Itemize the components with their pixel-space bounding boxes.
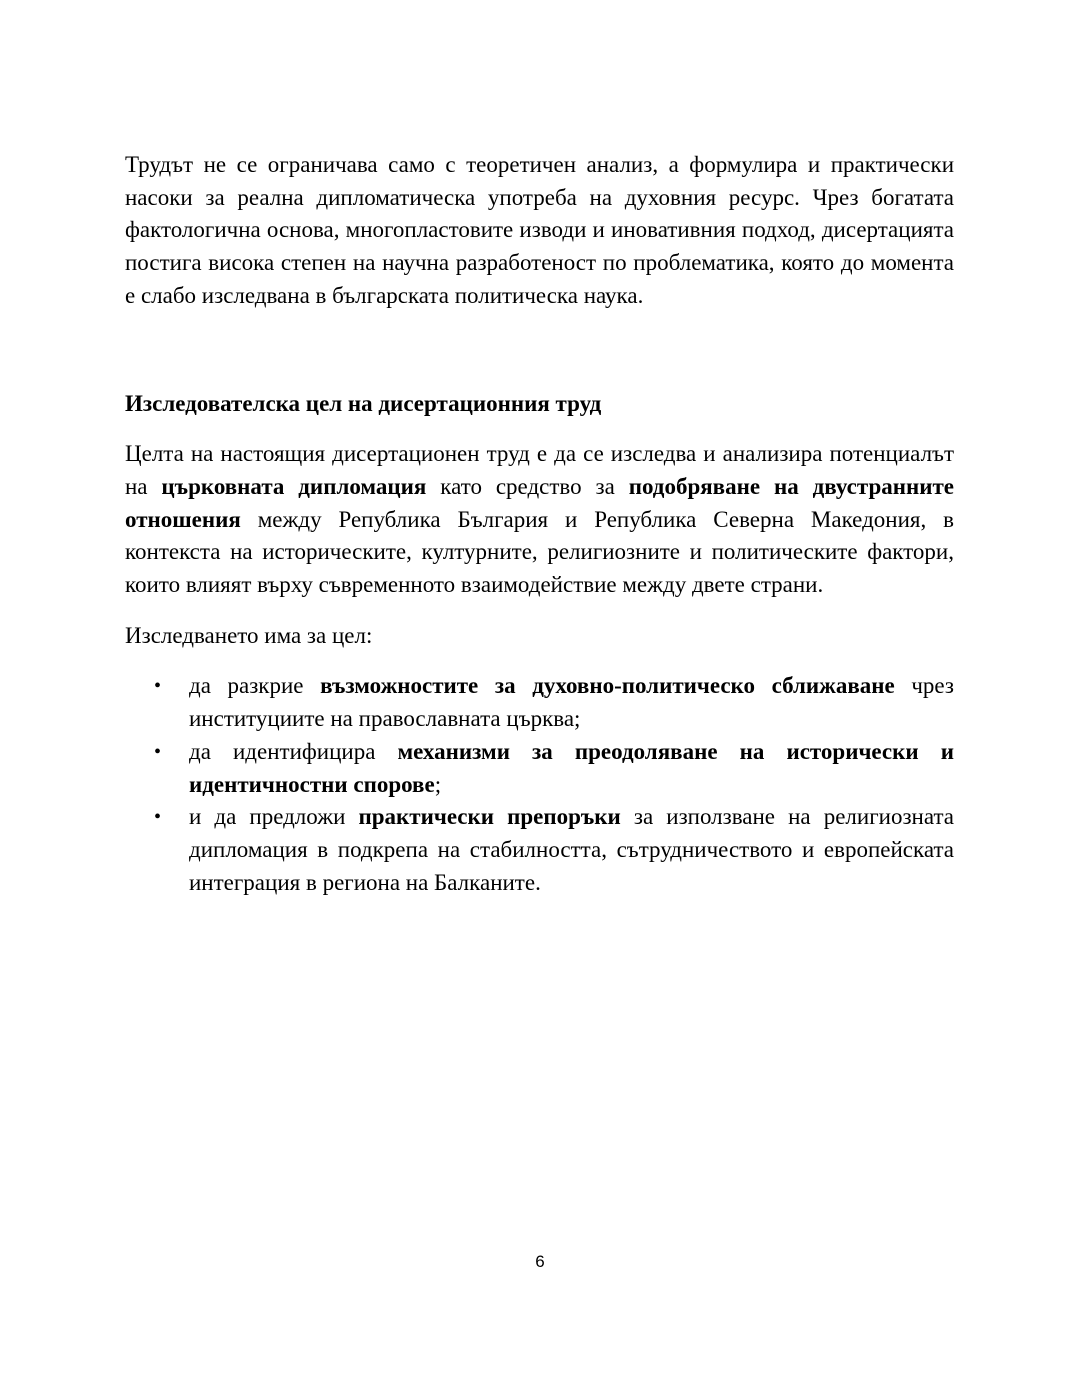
list-item xyxy=(125,736,954,801)
list-item-text: и да предложи xyxy=(189,804,359,830)
list-item-bold: практически препоръки xyxy=(358,804,621,830)
bullet-icon: • xyxy=(154,740,162,763)
section-heading: Изследователска цел на дисертационния труд xyxy=(125,390,602,416)
aim-paragraph-text: между Република България и Република Северна Македония, в контекста на историческите, културните, религиозните и политическите фактори, които влияят върху съвременното взаимодействие между двете страни. xyxy=(125,506,954,598)
list-item xyxy=(125,801,954,899)
intro-paragraph: Трудът не се ограничава само с теоретичен анализ, а формулира и практически насоки за реална дипломатическа употреба на духовния ресурс. Чрез богатата фактологична основа, многопластовите изводи и иновативния подход, дисертацията постига висока степен на научна разработеност по проблематика, която до момента е слабо изследвана в българската политическа наука. xyxy=(125,152,954,308)
list-item-bold: механизми за преодоляване на исторически и идентичностни спорове xyxy=(189,738,954,797)
page-content xyxy=(125,149,954,899)
list-item-bold: възможностите за духовно-политическо сближаване xyxy=(320,673,895,699)
list-item-text: за използване на религиозната дипломация в подкрепа на стабилността, сътрудничеството и европейската интеграция в региона на Балканите. xyxy=(189,804,954,895)
aim-paragraph-bold: църковната дипломация xyxy=(161,473,427,499)
aim-paragraph-text: като средство за xyxy=(426,473,629,499)
aim-paragraph-text: Целта на настоящия дисертационен труд е да се изследва и анализира потенциалът на xyxy=(125,441,954,499)
page-number: 6 xyxy=(535,1252,545,1271)
aim-paragraph xyxy=(125,438,954,602)
aim-paragraph-bold: подобряване на двустранните отношения xyxy=(125,473,955,532)
bullet-icon: • xyxy=(154,675,162,698)
list-item-text: да идентифицира xyxy=(189,738,398,764)
aims-list xyxy=(125,670,954,899)
bullet-icon: • xyxy=(154,806,162,829)
aims-lead-in: Изследването има за цел: xyxy=(125,622,373,648)
list-item-text: ; xyxy=(434,771,442,797)
list-item-text: да разкрие xyxy=(189,673,321,699)
list-item xyxy=(125,670,954,735)
list-item-text: чрез институциите на православната църква; xyxy=(189,673,954,732)
